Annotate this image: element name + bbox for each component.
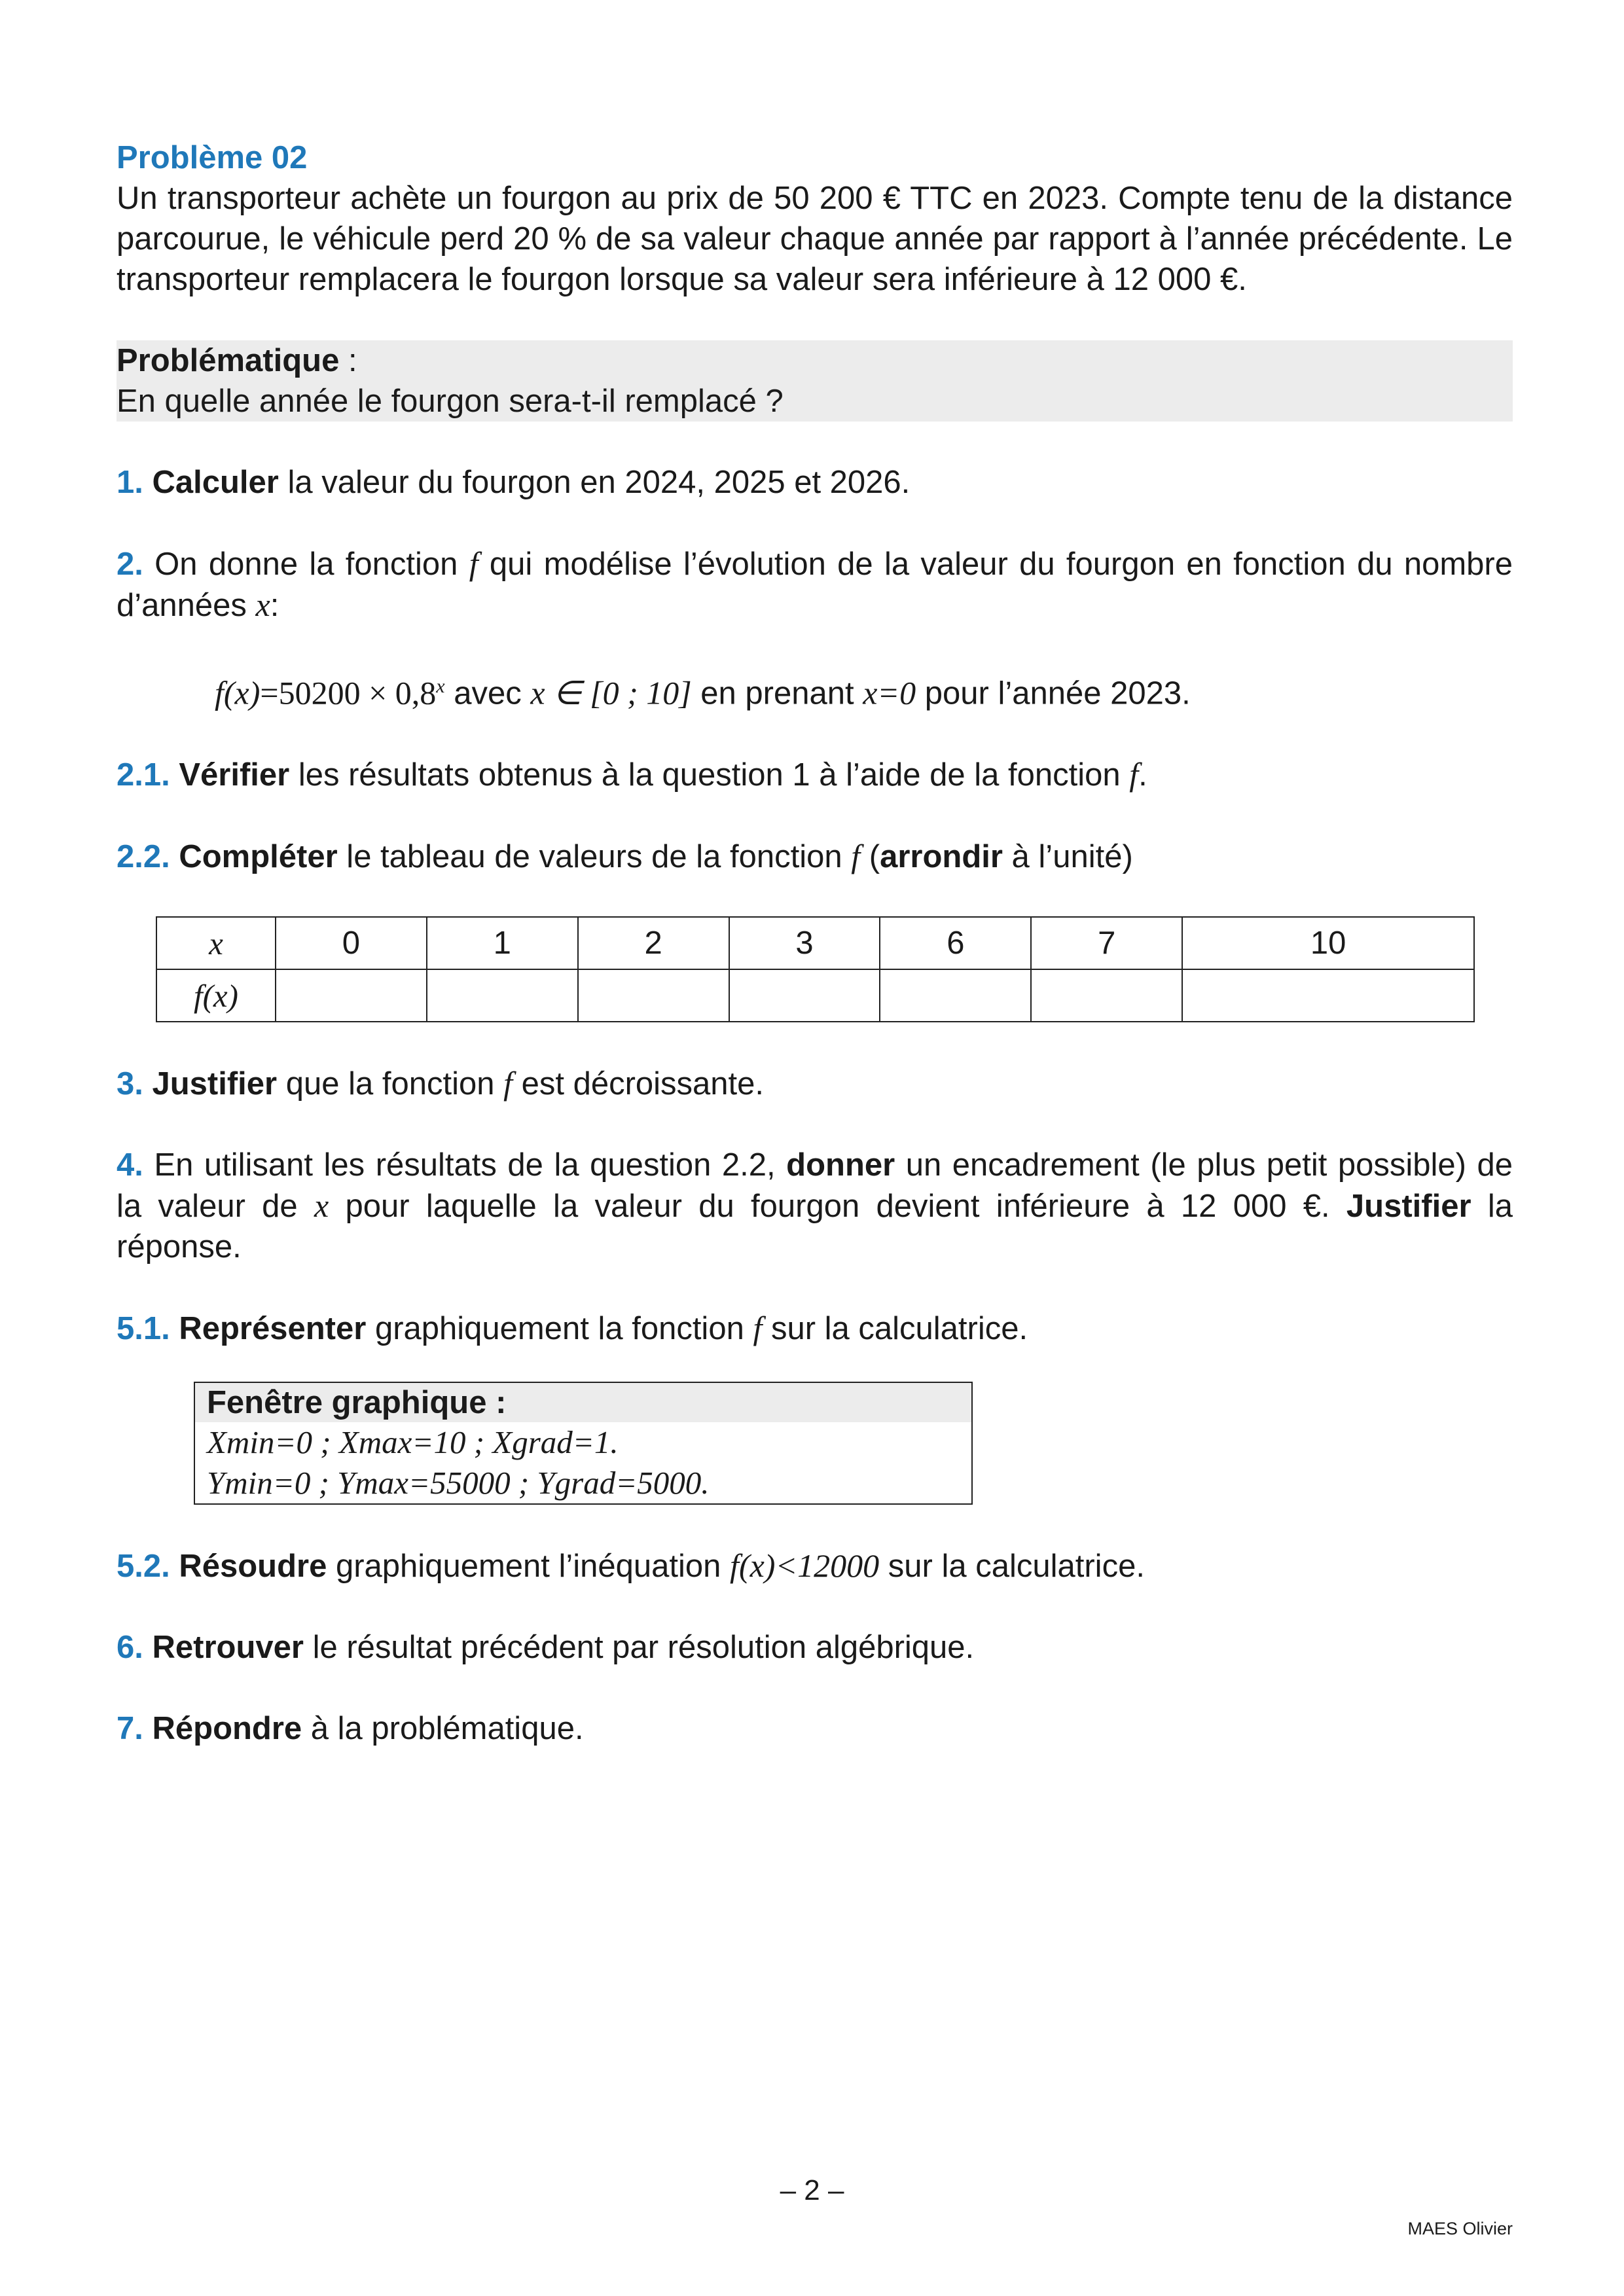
question-7: 7. Répondre à la problématique. — [117, 1711, 584, 1747]
document-page — [117, 137, 1513, 1749]
author-name: MAES Olivier — [1407, 2219, 1513, 2238]
problematique-question: En quelle année le fourgon sera-t-il remplacé ? — [117, 384, 784, 419]
graph-window-box — [194, 1382, 973, 1505]
table-cell-x: 0 — [276, 917, 427, 969]
question-1: 1. Calculer la valeur du fourgon en 2024, 2025 et 2026. — [117, 465, 911, 500]
table-cell-fx-empty[interactable] — [880, 969, 1031, 1022]
question-5-1: 5.1. Représenter graphiquement la fonction f sur la calculatrice. — [117, 1310, 1028, 1347]
table-cell-fx-empty[interactable] — [578, 969, 729, 1022]
table-cell-x: 3 — [729, 917, 880, 969]
table-row-fx — [156, 969, 1474, 1022]
table-cell-x: 10 — [1182, 917, 1474, 969]
problem-title: Problème 02 — [117, 140, 308, 175]
function-formula: $f(x)=50200 \times 0,8^x$ avec x ∈ [0 ; 10] en prenant x=0 pour l’année 2023. — [215, 674, 1191, 711]
question-3: 3. Justifier que la fonction f est décroissante. — [117, 1065, 765, 1102]
page-number: – 2 – — [780, 2174, 844, 2206]
table-cell-fx-empty[interactable] — [1182, 969, 1474, 1022]
table-cell-x: 6 — [880, 917, 1031, 969]
table-header-fx: f(x) — [156, 969, 276, 1022]
values-table — [156, 916, 1475, 1022]
table-cell-x: 7 — [1031, 917, 1182, 969]
question-2-1: 2.1. Vérifier les résultats obtenus à la question 1 à l’aide de la fonction f. — [117, 756, 1147, 793]
question-2: 2. On donne la fonction f qui modélise l’évolution de la valeur du fourgon en fonction du nombre d’années x: — [117, 545, 1513, 623]
table-cell-fx-empty[interactable] — [729, 969, 880, 1022]
graph-window-title: Fenêtre graphique : — [195, 1383, 971, 1422]
table-row-x — [156, 917, 1474, 969]
table-cell-fx-empty[interactable] — [276, 969, 427, 1022]
problematique-heading: Problématique : — [117, 343, 357, 378]
graph-window-y-settings: Ymin=0 ; Ymax=55000 ; Ygrad=5000. — [207, 1465, 710, 1501]
graph-window-x-settings: Xmin=0 ; Xmax=10 ; Xgrad=1. — [207, 1424, 619, 1461]
intro-paragraph: Un transporteur achète un fourgon au prix de 50 200 € TTC en 2023. Compte tenu de la distance parcourue, le véhicule perd 20 % de sa valeur chaque année par rapport à l’année précédente. Le transporteur remplacera le fourgon lorsque sa valeur sera inférieure à 12 000 €. — [117, 181, 1513, 297]
question-4: 4. En utilisant les résultats de la question 2.2, donner un encadrement (le plus petit possible) de la valeur de x pour laquelle la valeur du fourgon devient inférieure à 12 000 €. Justifier la réponse. — [117, 1147, 1513, 1265]
table-cell-x: 1 — [427, 917, 578, 969]
question-5-2: 5.2. Résoudre graphiquement l’inéquation f(x)<12000 sur la calculatrice. — [117, 1547, 1145, 1585]
table-header-x: x — [156, 917, 276, 969]
table-cell-fx-empty[interactable] — [1031, 969, 1182, 1022]
question-6: 6. Retrouver le résultat précédent par résolution algébrique. — [117, 1630, 975, 1666]
question-2-2: 2.2. Compléter le tableau de valeurs de la fonction f (arrondir à l’unité) — [117, 838, 1133, 875]
table-cell-fx-empty[interactable] — [427, 969, 578, 1022]
problematique-box — [117, 340, 1513, 422]
table-cell-x: 2 — [578, 917, 729, 969]
